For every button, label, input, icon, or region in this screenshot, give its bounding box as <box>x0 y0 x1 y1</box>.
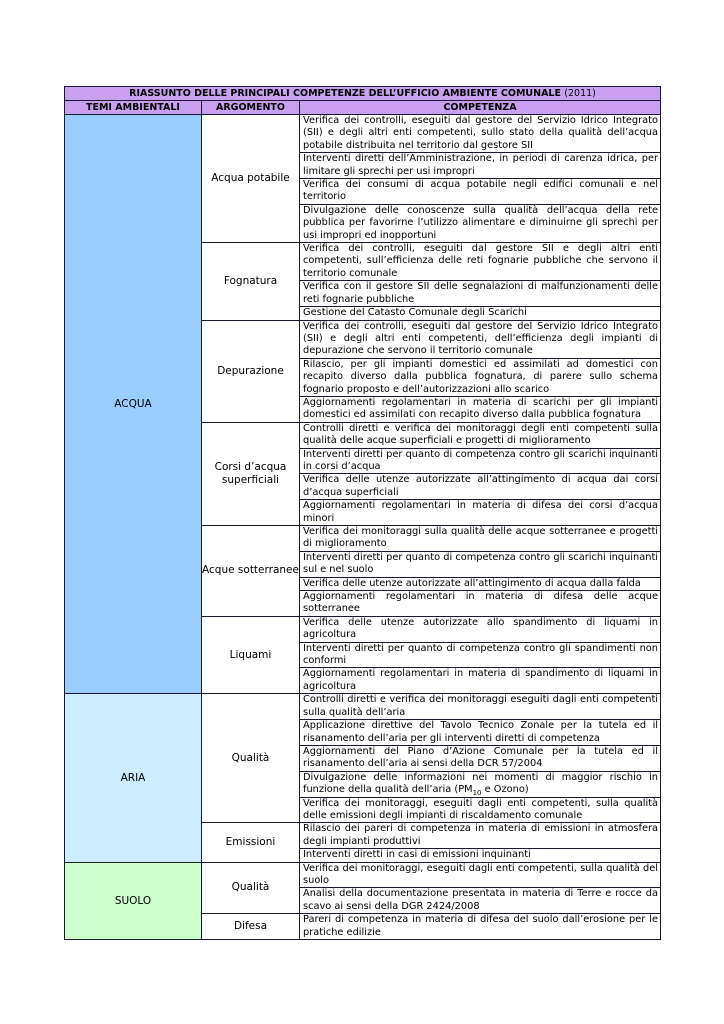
competence-item: Divulgazione delle conoscenze sulla qualità dell’acqua della rete pubblica per favorirne l’utilizzo alimentare e diminuirne gli sprechi per usi impropri ed inopportuni <box>300 204 661 242</box>
competence-item: Aggiornamenti regolamentari in materia di scarichi per gli impianti domestici ed assimilati con recapito diverso dalla pubblica fognatura <box>300 396 661 422</box>
table-title-text: RIASSUNTO DELLE PRINCIPALI COMPETENZE DELL’UFFICIO AMBIENTE COMUNALE <box>129 88 561 99</box>
competence-item: Verifica delle utenze autorizzate all’attingimento di acqua dai corsi d’acqua superficiali <box>300 474 661 500</box>
competence-item: Divulgazione delle informazioni nei momenti di maggior rischio in funzione della qualità dell’aria ($PM_{10}$ e Ozono) <box>300 771 661 797</box>
competence-item: Aggiornamenti regolamentari in materia di difesa delle acque sotterranee <box>300 591 661 617</box>
topic-liquami: Liquami <box>202 616 300 693</box>
table-title <box>65 87 661 101</box>
table-title-row <box>65 87 661 101</box>
competence-item: Interventi diretti in casi di emissioni inquinanti <box>300 849 661 862</box>
competence-item: Interventi diretti dell’Amministrazione, in periodi di carenza idrica, per limitare gli sprechi per usi impropri <box>300 153 661 179</box>
competence-item: Interventi diretti per quanto di competenza contro gli spandimenti non conformi <box>300 642 661 668</box>
competence-item: Applicazione direttive del Tavolo Tecnico Zonale per la tutela ed il risanamento dell’aria per gli interventi diretti di competenza <box>300 720 661 746</box>
topic-acqua-potabile: Acqua potabile <box>202 115 300 243</box>
competence-item: Verifica delle utenze autorizzate allo spandimento di liquami in agricoltura <box>300 616 661 642</box>
document-page <box>64 86 660 940</box>
competence-item: Verifica dei consumi di acqua potabile negli edifici comunali e nel territorio <box>300 179 661 205</box>
competence-item: Verifica dei controlli, eseguiti dal gestore del Servizio Idrico Integrato (SII) e degli altri enti competenti, sullo stato della qualità dell’acqua potabile distribuita nel territorio dal gestore SII <box>300 115 661 153</box>
competence-item: Verifica dei monitoraggi, eseguiti dagli enti competenti, sulla qualità delle emissioni degli impianti di riscaldamento comunale <box>300 797 661 823</box>
competence-item: Verifica con il gestore SII delle segnalazioni di malfunzionamenti delle reti fognarie pubbliche <box>300 281 661 307</box>
competences-table <box>64 86 661 940</box>
topic-depurazione: Depurazione <box>202 320 300 422</box>
table-row <box>65 862 661 888</box>
topic-emissioni: Emissioni <box>202 823 300 862</box>
competence-item: Aggiornamenti regolamentari in materia di spandimento di liquami in agricoltura <box>300 668 661 694</box>
competence-item: Rilascio dei pareri di competenza in materia di emissioni in atmosfera degli impianti produttivi <box>300 823 661 849</box>
competence-item: Verifica dei monitoraggi, eseguiti dagli enti competenti, sulla qualità del suolo <box>300 862 661 888</box>
competence-item: Aggiornamenti del Piano d’Azione Comunale per la tutela ed il risanamento dell’aria ai sensi della DCR 57/2004 <box>300 745 661 771</box>
competence-item: Verifica dei monitoraggi sulla qualità delle acque sotterranee e progetti di miglioramento <box>300 526 661 552</box>
topic-acque-sotterranee: Acque sotterranee <box>202 526 300 617</box>
competence-item: Verifica dei controlli, eseguiti dal gestore SII e degli altri enti competenti, sull’efficienza delle reti fognarie pubbliche che servono il territorio comunale <box>300 243 661 281</box>
topic-corsi-d-acqua-superficiali: Corsi d’acqua superficiali <box>202 422 300 525</box>
competence-item: Aggiornamenti regolamentari in materia di difesa dei corsi d’acqua minori <box>300 500 661 526</box>
table-row <box>65 115 661 153</box>
competence-item: Verifica dei controlli, eseguiti dal gestore del Servizio Idrico Integrato (SII) e degli altri enti competenti, dell’efficienza degli impianti di depurazione che servono il territorio comunale <box>300 320 661 358</box>
theme-acqua: ACQUA <box>65 115 202 694</box>
header-argomento: ARGOMENTO <box>202 101 300 115</box>
header-temi-ambientali: TEMI AMBIENTALI <box>65 101 202 115</box>
topic-fognatura: Fognatura <box>202 243 300 320</box>
competence-item: Controlli diretti e verifica dei monitoraggi eseguiti dagli enti competenti sulla qualità dell’aria <box>300 694 661 720</box>
competence-item: Controlli diretti e verifica dei monitoraggi degli enti competenti sulla qualità delle acque superficiali e progetti di miglioramento <box>300 422 661 448</box>
header-competenza: COMPETENZA <box>300 101 661 115</box>
table-row <box>65 694 661 720</box>
topic-qualita: Qualità <box>202 862 300 914</box>
competence-item: Gestione del Catasto Comunale degli Scarichi <box>300 307 661 320</box>
theme-suolo: SUOLO <box>65 862 202 939</box>
competence-item: Interventi diretti per quanto di competenza contro gli scarichi inquinanti in corsi d’acqua <box>300 448 661 474</box>
topic-difesa: Difesa <box>202 914 300 940</box>
competence-item: Verifica delle utenze autorizzate all’attingimento di acqua dalla falda <box>300 577 661 590</box>
competence-item: Rilascio, per gli impianti domestici ed assimilati ad domestici con recapito diverso dalla pubblica fognatura, di parere sullo schema fognario proposto e dell’autorizzazioni allo scarico <box>300 358 661 396</box>
competence-item: Pareri di competenza in materia di difesa del suolo dall’erosione per le pratiche edilizie <box>300 914 661 940</box>
competence-item: Interventi diretti per quanto di competenza contro gli scarichi inquinanti sul e nel suolo <box>300 551 661 577</box>
theme-aria: ARIA <box>65 694 202 862</box>
competence-item: Analisi della documentazione presentata in materia di Terre e rocce da scavo ai sensi della DGR 2424/2008 <box>300 888 661 914</box>
table-header-row <box>65 101 661 115</box>
table-title-year: (2011) <box>564 88 596 99</box>
topic-qualita: Qualità <box>202 694 300 823</box>
